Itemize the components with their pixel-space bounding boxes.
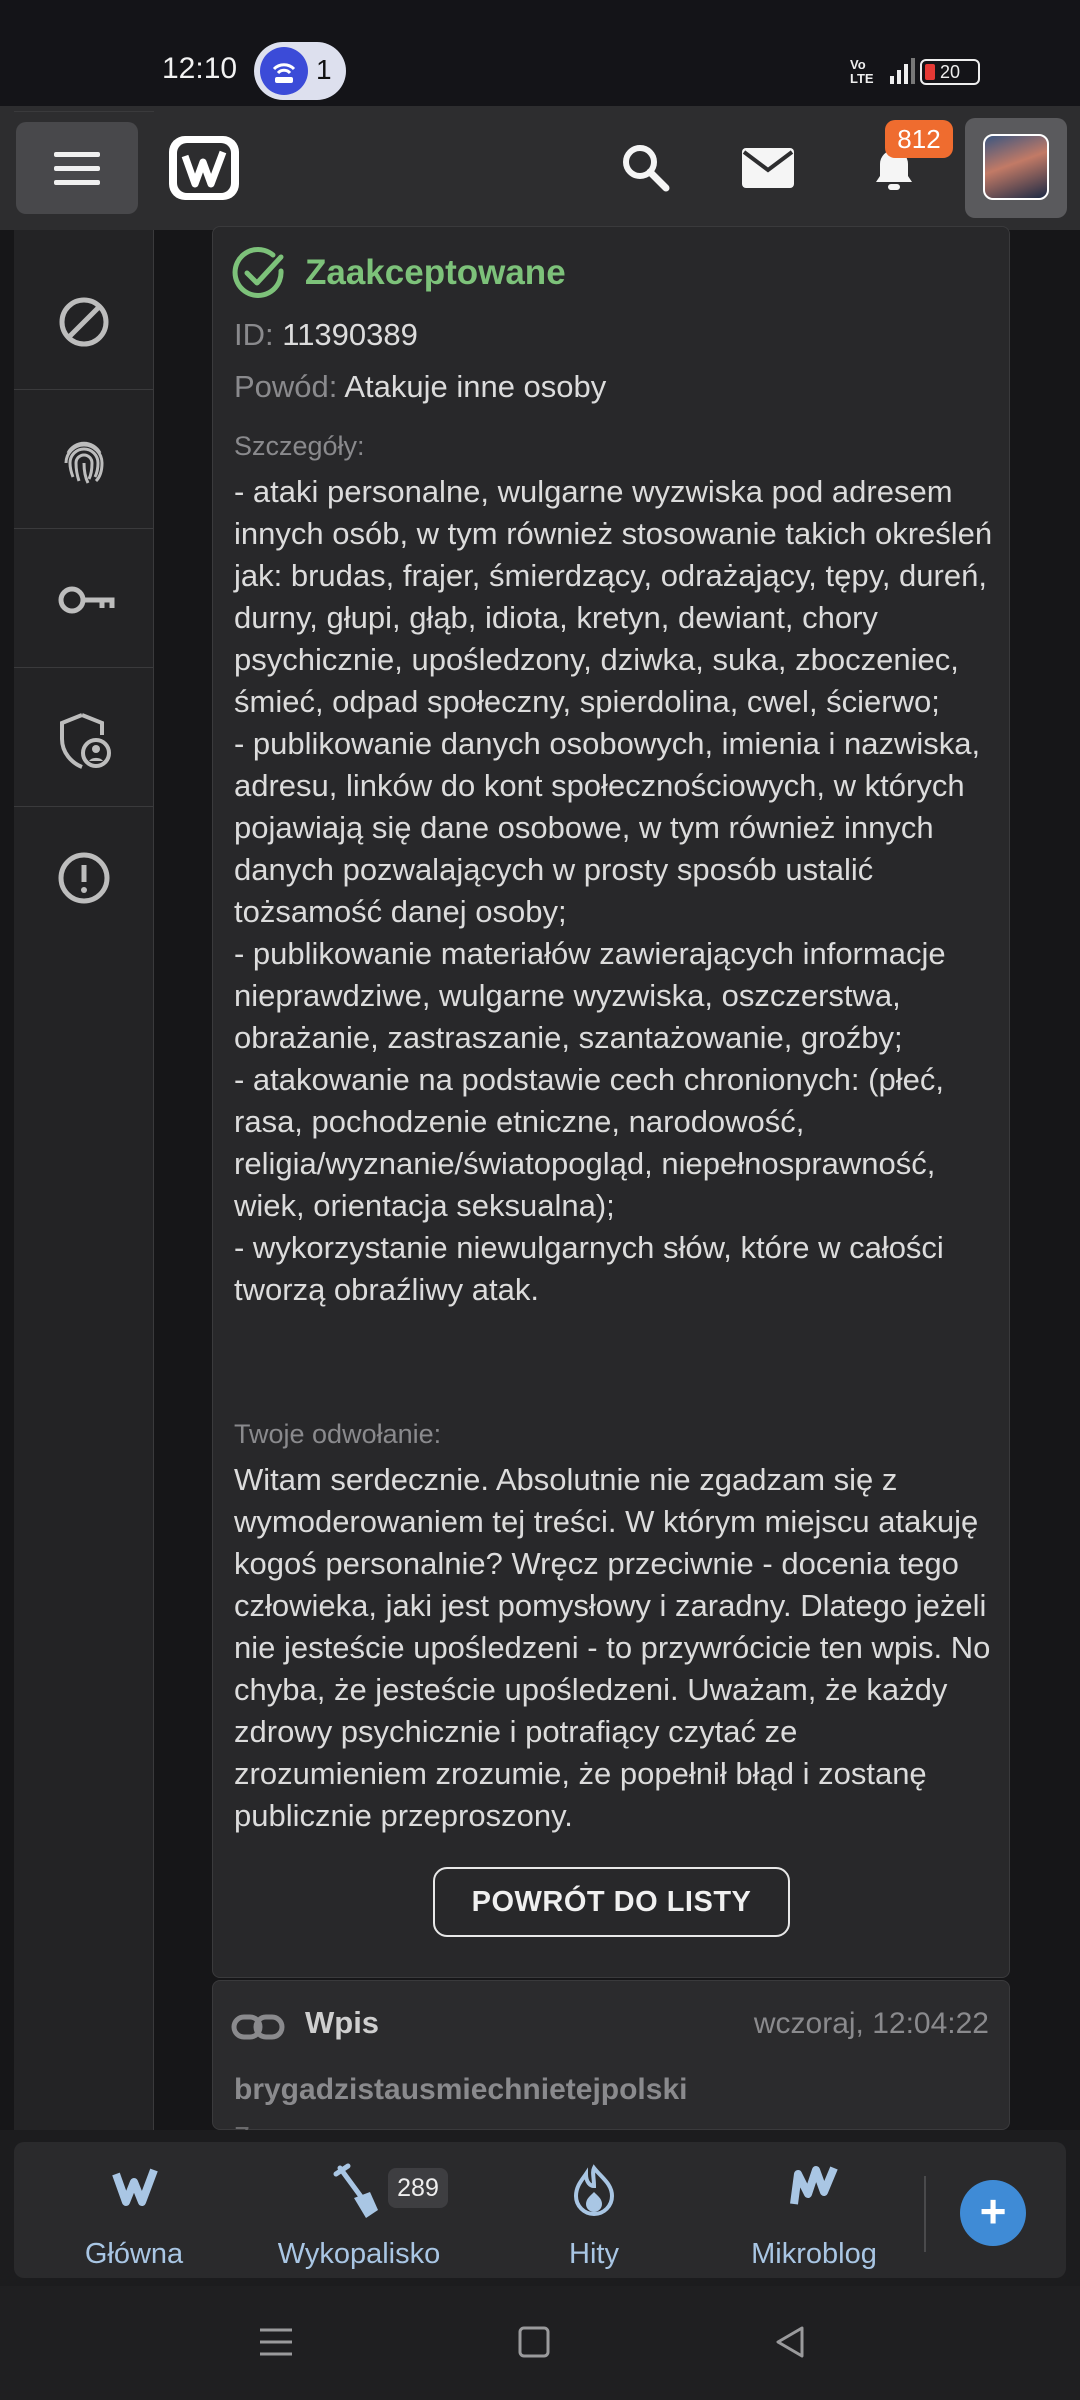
entry-card[interactable]: [212, 1980, 1010, 2130]
tab-mikroblog[interactable]: Mikroblog: [714, 2142, 914, 2278]
wykop-home-icon: [112, 2164, 158, 2210]
bottom-tab-bar: [0, 2130, 1080, 2286]
check-circle-icon: [231, 247, 287, 303]
top-nav: [0, 106, 1080, 230]
recent-apps-icon[interactable]: [258, 2322, 294, 2362]
report-id: ID: 11390389: [234, 317, 418, 352]
mail-icon[interactable]: [740, 140, 796, 196]
menu-button[interactable]: [16, 122, 138, 214]
sidebar-item-reports[interactable]: [14, 808, 154, 946]
key-icon: [56, 572, 116, 628]
appeal-text: Witam serdecznie. Absolutnie nie zgadzam się z wymoderowaniem tej treści. W którym miejscu atakuję kogoś personalnie? Wręcz przeciwnie - docenia tego człowieka, jaki jest pomysłowy i zaradny. Dlatego jeżeli nie jesteście upośledzeni - to przywrócicie ten wpis. No chyba, że jesteście upośledzeni. Uważam, że każdy zdrowy psychicznie i potrafiący czytać ze zrozumieniem zrozumie, że popełnił błąd i zostanę publicznie przeproszony.: [234, 1462, 991, 1833]
tab-hity[interactable]: Hity: [494, 2142, 694, 2278]
appeal-label: Twoje odwołanie:: [234, 1419, 442, 1449]
sidebar-item-shield[interactable]: [14, 669, 154, 807]
sidebar-item-key[interactable]: [14, 530, 154, 668]
report-reason: Powód: Atakuje inne osoby: [234, 369, 607, 404]
tab-glowna[interactable]: Główna: [34, 2142, 234, 2278]
tab-wykopalisko[interactable]: Wykopalisko: [254, 2142, 464, 2278]
mikroblog-icon: [790, 2164, 838, 2210]
notification-count: 1: [316, 54, 332, 85]
tab-divider: [924, 2176, 926, 2252]
search-icon[interactable]: [618, 140, 674, 196]
status-bar: [0, 0, 1080, 106]
back-icon[interactable]: [772, 2322, 808, 2362]
signal-icon: [890, 56, 918, 86]
home-icon[interactable]: [516, 2322, 552, 2362]
link-icon: [231, 2005, 285, 2049]
wykop-logo[interactable]: [167, 134, 241, 202]
system-nav-bar: [0, 2286, 1080, 2400]
sidebar-item-blocked[interactable]: [14, 252, 154, 390]
battery-icon: 20: [920, 59, 980, 85]
wykopalisko-badge: 289: [388, 2168, 448, 2208]
entry-author[interactable]: brygadzistausmiechnietejpolski: [234, 2073, 688, 2106]
add-button[interactable]: +: [960, 2180, 1026, 2246]
entry-type: Wpis: [305, 2005, 380, 2040]
flame-icon: [572, 2164, 616, 2216]
notifications-badge: 812: [885, 120, 953, 158]
alert-icon: [56, 850, 112, 906]
status-label: Zaakceptowane: [305, 253, 566, 292]
avatar-button[interactable]: [965, 118, 1067, 218]
block-icon: [56, 294, 112, 350]
sidebar-item-fingerprint[interactable]: [14, 391, 154, 529]
fingerprint-icon: [56, 433, 112, 489]
hotspot-icon: [260, 47, 308, 95]
entry-time: wczoraj, 12:04:22: [753, 2007, 989, 2040]
return-to-list-button[interactable]: POWRÓT DO LISTY: [433, 1867, 790, 1937]
details-label: Szczegóły:: [234, 431, 365, 461]
clock: 12:10: [162, 52, 238, 85]
active-notification-pill[interactable]: [254, 42, 346, 100]
details-text: - ataki personalne, wulgarne wyzwiska pod adresem innych osób, w tym również stosowanie takich określeń jak: brudas, frajer, śmierdzący, odrażający, tępy, dureń, durny, głupi, głąb, idiota, kretyn, dewiant, chory psychicznie, upośledzony, dziwka, suka, zboczeniec, śmieć, odpad społeczny, spierdolina, cwel, ścierwo; - publikowanie danych osobowych, imienia i nazwiska, adresu, linków do kont społecznościowych, w których pojawiają się dane osobowe, w tym również innych danych pozwalających w prosty sposób ustalić tożsamość danej osoby; - publikowanie materiałów zawierających informacje nieprawdziwe, wulgarne wyzwiska, oszczerstwa, obrażanie, zastraszanie, szantażowanie, groźby; - atakowanie na podstawie cech chronionych: (płeć, rasa, pochodzenie etniczne, narodowość, religia/wyznanie/światopogląd, niepełnosprawność, wiek, orientacja seksualna); - wykorzystanie niewulgarnych słów, które w całości tworzą obraźliwy atak.: [234, 474, 993, 1307]
shovel-icon: [334, 2164, 384, 2220]
shield-user-icon: [56, 711, 112, 771]
volte-indicator: Vo LTE: [850, 57, 874, 86]
avatar: [983, 134, 1049, 200]
report-card: [212, 226, 1010, 1978]
sidebar: [14, 230, 154, 2130]
